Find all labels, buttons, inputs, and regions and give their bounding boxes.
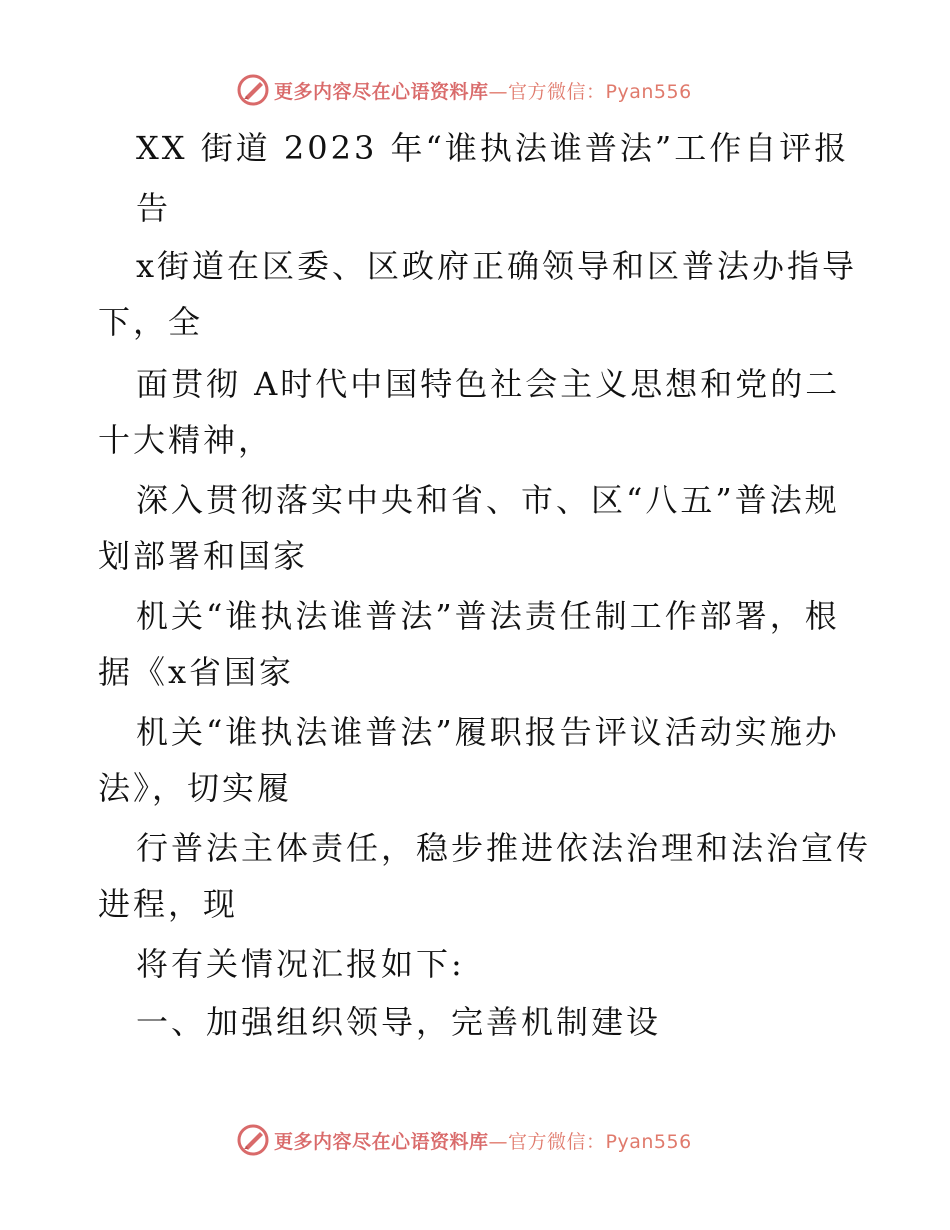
title-line-2: 告 <box>136 189 172 227</box>
watermark-brand-text: 更多内容尽在心语资料库 <box>274 80 489 103</box>
title-line-1: XX 街道 2023 年“谁执法谁普法”工作自评报 <box>136 129 850 167</box>
body-line: 面贯彻 A时代中国特色社会主义思想和党的二 <box>136 365 841 403</box>
body-line: 十大精神， <box>98 421 274 459</box>
body-line: 机关“谁执法谁普法”履职报告评议活动实施办 <box>136 713 840 751</box>
section-heading: 一、加强组织领导，完善机制建设 <box>136 1003 662 1041</box>
body-line: 法》，切实履 <box>98 769 293 807</box>
body-line: 将有关情况汇报如下: <box>136 945 465 983</box>
header-watermark <box>236 72 692 108</box>
footer-watermark <box>236 1122 692 1158</box>
watermark-contact-text: —官方微信：Pyan556 <box>488 80 692 103</box>
brush-circle-logo-icon <box>236 73 270 107</box>
body-line: x街道在区委、区政府正确领导和区普法办指导 <box>136 247 858 285</box>
body-line: 划部署和国家 <box>98 537 309 575</box>
watermark-contact-text: —官方微信：Pyan556 <box>488 1130 692 1153</box>
body-line: 据《x省国家 <box>98 653 295 691</box>
body-line: 下，全 <box>98 303 204 341</box>
body-line: 进程，现 <box>98 885 239 923</box>
watermark-brand-text: 更多内容尽在心语资料库 <box>274 1130 489 1153</box>
brush-circle-logo-icon <box>236 1123 270 1157</box>
body-line: 行普法主体责任，稳步推进依法治理和法治宣传 <box>136 829 872 867</box>
body-line: 机关“谁执法谁普法”普法责任制工作部署，根 <box>136 597 840 635</box>
body-line: 深入贯彻落实中央和省、市、区“八五”普法规 <box>136 481 840 519</box>
